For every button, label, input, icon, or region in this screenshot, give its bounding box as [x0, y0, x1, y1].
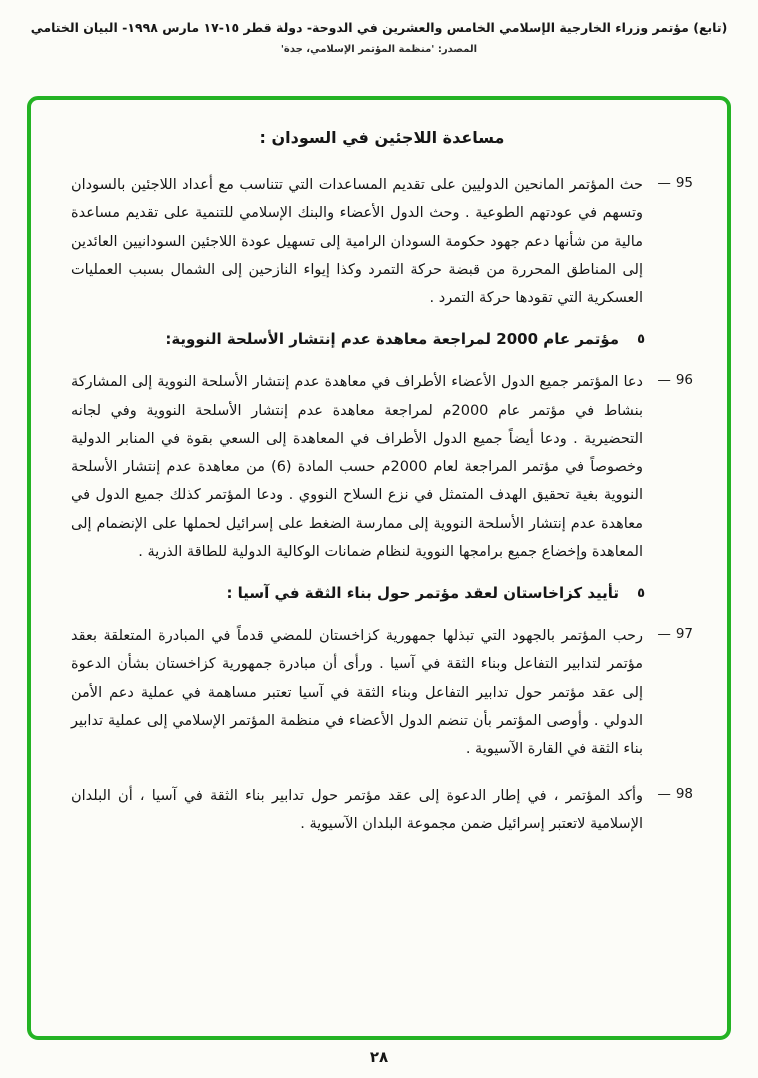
- paragraph-97: [71, 622, 693, 763]
- document-source-line: المصدر: 'منظمة المؤتمر الإسلامي، جدة': [280, 44, 478, 55]
- bullet-marker: ٥: [637, 586, 645, 602]
- paragraph-number-value: 95: [675, 175, 693, 191]
- document-header-title: (تابع) مؤتمر وزراء الخارجية الإسلامي الخامس والعشرين في الدوحة- دولة قطر ١٥-١٧ مارس ١٩٩٨- البيان الختامي: [30, 20, 728, 35]
- paragraph-97-number: [643, 622, 693, 642]
- page-number: ٢٨: [369, 1048, 389, 1066]
- paragraph-98-text: وأكد المؤتمر ، في إطار الدعوة إلى عقد مؤتمر حول تدابير بناء الثقة في آسيا ، أن البلدان الإسلامية لاتعتبر إسرائيل ضمن مجموعة البلدان الآسيوية .: [71, 787, 643, 832]
- paragraph-96-text: دعا المؤتمر جميع الدول الأعضاء الأطراف في معاهدة عدم إنتشار الأسلحة النووية إلى المشاركة بنشاط في مؤتمر عام 2000م لمراجعة معاهدة عدم إنتشار الأسلحة النووية وفي لجانه التحضيرية . ودعا أيضاً جميع الدول الأطراف في المعاهدة إلى السعي بقوة في المنابر الدولية وخصوصاً في مؤتمر المراجعة لعام 2000م حسب المادة (6) من معاهدة عدم إنتشار الأسلحة النووية بغية تحقيق الهدف المتمثل في نزع السلاح النووي . ودعا المؤتمر كذلك جميع الدول في معاهدة عدم إنتشار الأسلحة النووية إلى ممارسة الضغط على إسرائيل لحملها على الإنضمام إلى المعاهدة وإخضاع جميع برامجها النووية لنظام ضمانات الوكالية الدولية للطاقة الذرية .: [71, 374, 643, 560]
- content-border-box: [27, 96, 731, 1040]
- section-heading-text: تأييد كزاخاستان لعقد مؤتمر حول بناء الثقة في آسيا :: [226, 584, 620, 603]
- paragraph-number-value: 97: [675, 626, 693, 643]
- page-header: [0, 0, 758, 55]
- paragraph-95: [71, 171, 693, 312]
- bullet-marker: ٥: [637, 332, 645, 348]
- paragraph-95-text: حث المؤتمر المانحين الدوليين على تقديم المساعدات التي تتناسب مع أعداد اللاجئين بالسودان وتسهم في عودتهم الطوعية . وحث الدول الأعضاء والبنك الإسلامي للتنمية على تقديم مساعدة مالية من شأنها دعم جهود حكومة السودان الرامية إلى تسهيل عودة اللاجئين السودانيين العائدين إلى المناطق المحررة من قبضة حركة التمرد وكذا إيواء النازحين إلى الشمال بسبب العمليات العسكرية التي تقودها حركة التمرد .: [71, 177, 643, 307]
- paragraph-98-number: [643, 782, 693, 802]
- section-heading-text: مؤتمر عام 2000 لمراجعة معاهدة عدم إنتشار الأسلحة النووية:: [165, 330, 620, 349]
- paragraph-98: [71, 782, 693, 839]
- paragraph-number-dash: —: [657, 626, 671, 643]
- section-heading-npt-review-conference: [71, 330, 645, 348]
- paragraph-97-text: رحب المؤتمر بالجهود التي تبذلها جمهورية كزاخستان للمضي قدماً في المبادرة المتعلقة بعقد مؤتمر لتدابير التفاعل وبناء الثقة في آسيا . ورأى أن مبادرة جمهورية كزاخستان بشأن الدعوة إلى عقد مؤتمر حول تدابير التفاعل وبناء الثقة في آسيا تعتبر مساهمة في عملية دعم الأمن الدولي . وأوصى المؤتمر بأن تنضم الدول الأعضاء في منظمة المؤتمر الإسلامي إلى عملية تدابير بناء الثقة في القارة الآسيوية .: [71, 628, 643, 758]
- page-footer: [0, 1047, 758, 1066]
- paragraph-96: [71, 368, 693, 566]
- paragraph-number-dash: —: [657, 785, 671, 802]
- paragraph-96-number: [643, 368, 693, 388]
- paragraph-number-dash: —: [657, 175, 671, 191]
- section-heading-kazakhstan-cica: [71, 584, 645, 602]
- paragraph-number-dash: —: [657, 372, 671, 389]
- paragraph-number-value: 98: [675, 785, 693, 802]
- paragraph-number-value: 96: [675, 372, 693, 389]
- section-title-sudan-refugees: مساعدة اللاجئين في السودان :: [259, 128, 505, 147]
- paragraph-95-number: [643, 171, 693, 191]
